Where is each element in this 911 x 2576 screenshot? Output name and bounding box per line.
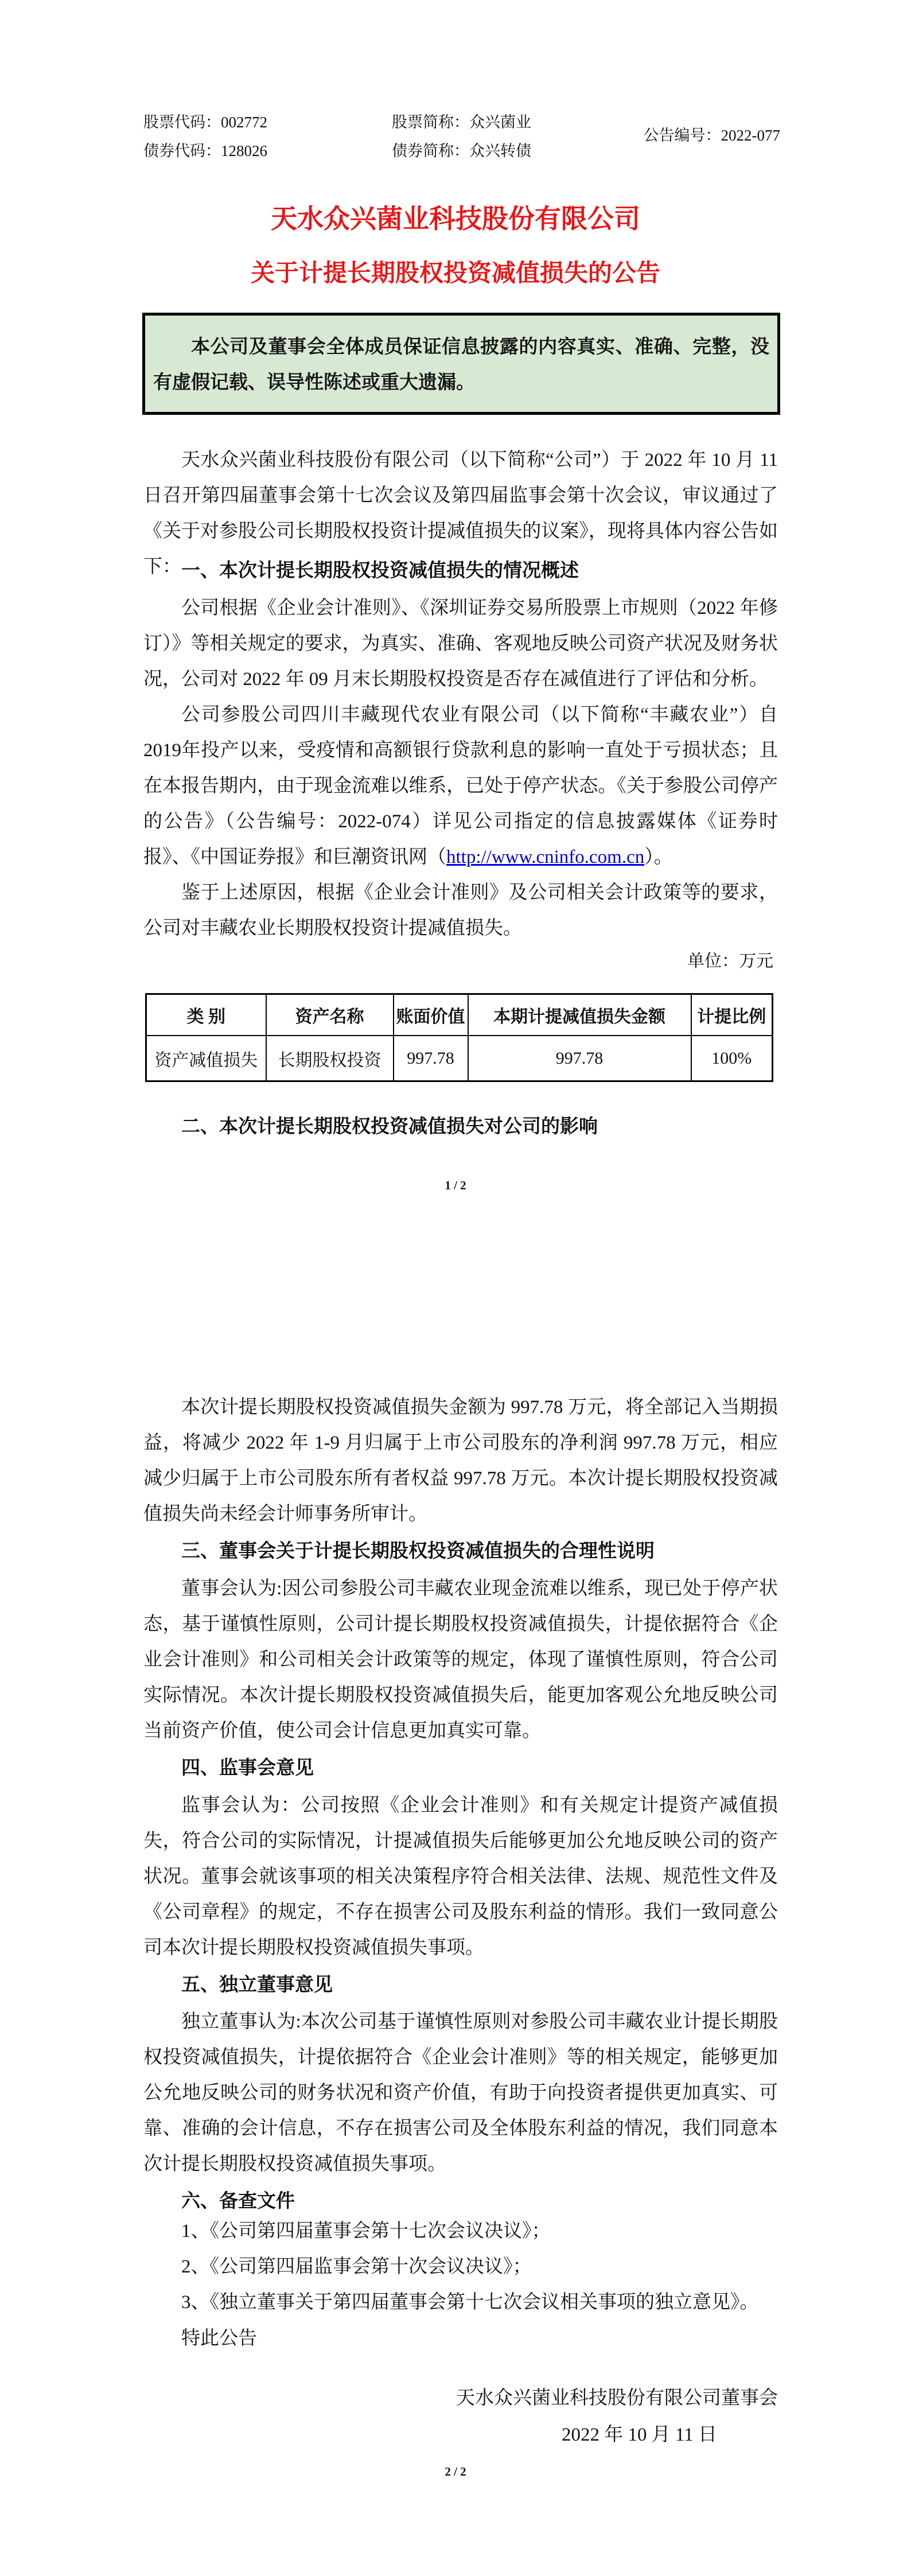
section-1-heading: 一、本次计提长期股权投资减值损失的情况概述 <box>181 561 579 581</box>
stock-name-label: 股票简称： <box>392 114 469 131</box>
reference-document-list <box>143 2213 778 2320</box>
stock-code <box>143 112 267 132</box>
page-2-number: 2 / 2 <box>445 2465 466 2478</box>
section-1-paragraph-2-text: 公司参股公司四川丰藏现代农业有限公司（以下简称“丰藏农业”）自2019年投产以来，受疫情和高额银行贷款利息的影响一直处于亏损状态；且在本报告期内，由于现金流难以维系，已处于停产状态。《关于参股公司停产的公告》（公告编号：2022-074）详见公司指定的信息披露媒体《证券时报》、《中国证券报》和巨潮资讯网（ <box>143 705 778 867</box>
disclaimer-text: 本公司及董事会全体成员保证信息披露的内容真实、准确、完整，没有虚假记载、误导性陈述或重大遗漏。 <box>153 337 769 393</box>
section-3-heading: 三、董事会关于计提长期股权投资减值损失的合理性说明 <box>181 1541 655 1562</box>
table-cell-ratio: 100% <box>691 1036 773 1081</box>
table-header-row <box>146 994 773 1036</box>
bond-name-label: 债券简称： <box>392 142 469 159</box>
table-header-book-value: 账面价值 <box>394 994 468 1036</box>
table-header-category: 类 别 <box>146 994 266 1036</box>
section-4-heading: 四、监事会意见 <box>181 1758 314 1779</box>
section-2-paragraph-1: 本次计提长期股权投资减值损失金额为 997.78 万元，将全部记入当期损益，将减少 2022 年 1-9 月归属于上市公司股东的净利润 997.78 万元，相应减少归属于上市公司股东所有者权益 997.78 万元。本次计提长期股权投资减值损失尚未经会计师事务所审计。 <box>143 1397 778 1524</box>
closing-statement: 特此公告 <box>181 2328 257 2349</box>
impairment-table <box>145 993 773 1082</box>
bond-code-value: 128026 <box>221 142 267 159</box>
section-1-paragraph-2-tail: ）。 <box>644 847 673 867</box>
section-1-paragraph-3: 鉴于上述原因，根据《企业会计准则》及公司相关会计政策等的要求，公司对丰藏农业长期股权投资计提减值损失。 <box>143 882 778 939</box>
bond-name <box>392 141 531 161</box>
bond-code-label: 债券代码： <box>143 142 221 159</box>
table-cell-book-value: 997.78 <box>394 1036 468 1081</box>
unit-label: 单位：万元 <box>687 952 773 971</box>
intro-paragraph: 天水众兴菌业科技股份有限公司（以下简称“公司”）于 2022 年 10 月 11 日召开第四届董事会第十七次会议及第四届监事会第十次会议，审议通过了《关于对参股公司长期股权投资计提减值损失的议案》，现将具体内容公告如下： <box>143 450 778 577</box>
stock-name <box>392 112 531 132</box>
page-subtitle: 关于计提长期股权投资减值损失的公告 <box>250 260 660 287</box>
reference-document-item-3: 3、《独立董事关于第四届董事会第十七次会议相关事项的独立意见》。 <box>181 2292 759 2313</box>
section-2-heading: 二、本次计提长期股权投资减值损失对公司的影响 <box>181 1116 598 1137</box>
section-1-paragraph-1: 公司根据《企业会计准则》、《深圳证券交易所股票上市规则（2022 年修订）》等相关规定的要求，为真实、准确、客观地反映公司资产状况及财务状况，公司对 2022 年 09 月末长期股权投资是否存在减值进行了评估和分析。 <box>143 598 778 690</box>
bond-code <box>143 141 267 161</box>
stock-code-label: 股票代码： <box>143 114 221 131</box>
section-1-paragraph-2 <box>143 697 778 875</box>
section-5-paragraph-1: 独立董事认为:本次公司基于谨慎性原则对参股公司丰藏农业计提长期股权投资减值损失，计提依据符合《企业会计准则》等的相关规定，能够更加公允地反映公司的财务状况和资产价值，有助于向投资者提供更加真实、可靠、准确的会计信息，不存在损害公司及全体股东利益的情况，我们同意本次计提长期股权投资减值损失事项。 <box>143 2011 778 2174</box>
section-5-heading: 五、独立董事意见 <box>181 1975 333 1995</box>
table-header-ratio: 计提比例 <box>691 994 773 1036</box>
page-title: 天水众兴菌业科技股份有限公司 <box>271 204 640 234</box>
table-cell-impairment-amount: 997.78 <box>468 1036 691 1081</box>
stock-code-value: 002772 <box>221 114 267 131</box>
reference-document-item-1: 1、《公司第四届董事会第十七次会议决议》； <box>181 2221 551 2242</box>
cninfo-link[interactable]: http://www.cninfo.com.cn <box>446 847 645 867</box>
section-6-heading: 六、备查文件 <box>181 2191 295 2212</box>
section-4-paragraph-1: 监事会认为：公司按照《企业会计准则》和有关规定计提资产减值损失，符合公司的实际情况，计提减值损失后能够更加公允地反映公司的资产状况。董事会就该事项的相关决策程序符合相关法律、法规、规范性文件及《公司章程》的规定，不存在损害公司及股东利益的情形。我们一致同意公司本次计提长期股权投资减值损失事项。 <box>143 1795 778 1958</box>
announcement-number-value: 2022-077 <box>721 127 780 144</box>
page-1-number: 1 / 2 <box>445 1178 466 1192</box>
table-row <box>146 1036 773 1081</box>
bond-name-value: 众兴转债 <box>469 142 531 159</box>
disclaimer-box <box>142 313 780 415</box>
table-header-impairment-amount: 本期计提减值损失金额 <box>468 994 691 1036</box>
reference-document-item-2: 2、《公司第四届监事会第十次会议决议》； <box>181 2256 532 2277</box>
table-header-asset-name: 资产名称 <box>266 994 394 1036</box>
stock-name-value: 众兴菌业 <box>469 114 531 131</box>
announcement-number-label: 公告编号： <box>643 127 721 144</box>
announcement-number <box>644 126 781 145</box>
section-3-paragraph-1: 董事会认为:因公司参股公司丰藏农业现金流难以维系，现已处于停产状态，基于谨慎性原则，公司计提长期股权投资减值损失，计提依据符合《企业会计准则》和公司相关会计政策等的规定，体现了谨慎性原则，符合公司实际情况。本次计提长期股权投资减值损失后，能更加客观公允地反映公司当前资产价值，使公司会计信息更加真实可靠。 <box>143 1578 778 1741</box>
signature-date: 2022 年 10 月 11 日 <box>561 2425 717 2445</box>
table-cell-category: 资产减值损失 <box>146 1036 266 1081</box>
signature: 天水众兴菌业科技股份有限公司董事会 <box>456 2388 778 2408</box>
table-cell-asset-name: 长期股权投资 <box>266 1036 394 1081</box>
